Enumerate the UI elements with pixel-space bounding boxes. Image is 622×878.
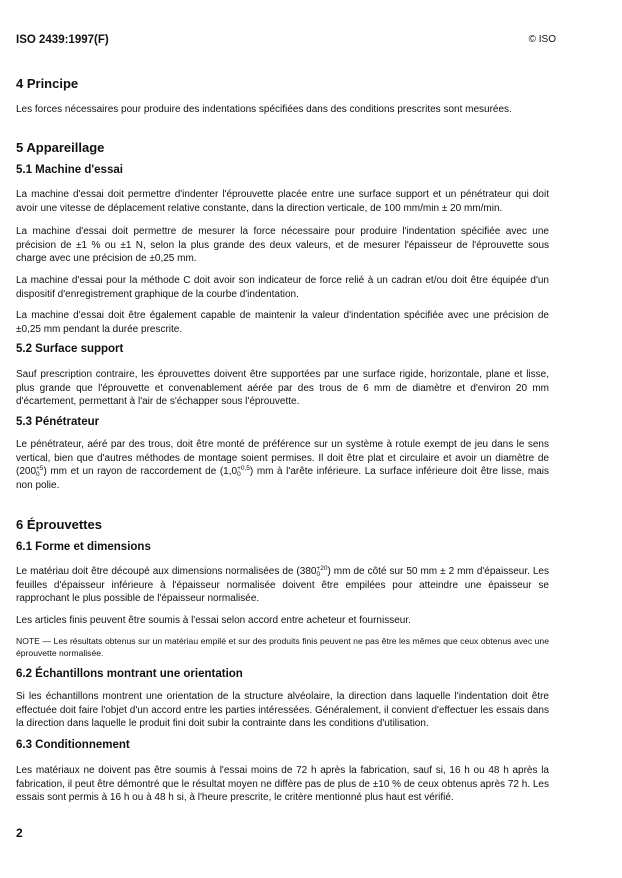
section-6-2-heading: 6.2 Échantillons montrant une orientation [16,668,243,680]
section-4-paragraph: Les forces nécessaires pour produire des indentations spécifiées dans des conditions prescrites sont mesurées. [16,104,512,115]
section-4-heading: 4 Principe [16,76,79,91]
section-6-1-note: NOTE — Les résultats obtenus sur un matériau empilé et sur des produits finis peuvent ne pas être les mêmes que ceux obtenus avec une éprouvette normalisée. [16,636,549,658]
section-5-2-heading: 5.2 Surface support [16,343,124,355]
section-5-1-heading: 5.1 Machine d'essai [16,164,123,176]
section-5-1-paragraph-1: La machine d'essai doit permettre d'indenter l'éprouvette placée entre une surface support et un pénétrateur qui doit avoir une vitesse de déplacement relative constante, dans la direction verticale, de 100 mm/min ± 20 mm/min. [16,189,549,214]
section-5-1-paragraph-4: La machine d'essai doit être également capable de maintenir la valeur d'indentation spécifiée avec une précision de ±0,25 mm pendant la durée prescrite. [16,310,549,335]
section-6-1-paragraph-1 [16,565,549,606]
text-fragment: ) mm à l'arête inférieure. La surface inférieure doit être lisse, mais non polie. [16,466,549,492]
page-number: 2 [16,826,23,840]
header-copyright: © ISO [528,34,556,45]
header-standard-id: ISO 2439:1997(F) [16,34,109,46]
text-fragment: Le matériau doit être découpé aux dimensions normalisées de (380 [16,566,317,577]
section-5-2-paragraph: Sauf prescription contraire, les éprouvettes doivent être supportées par une surface rigide, horizontale, plane et lisse, plus grande que l'éprouvette et convenablement aérée par des trous de 6 mm de diamètre et d'environ 20 mm d'écartement, permettant à l'air de s'échapper sous l'éprouvette. [16,369,549,408]
text-fragment: ) mm de côté sur 50 mm ± 2 mm d'épaisseur. Les feuilles d'épaisseur inférieure à l'épaisseur normalisée doivent être empilées pour atteindre une épaisseur se rapprochant le plus possible de l'épaisseur normalisée. [16,566,549,605]
tolerance-notation: +5 0 [36,464,44,479]
text-fragment: Le pénétrateur, aéré par des trous, doit être monté de préférence sur un système à rotule exempt de jeu dans le sens vertical, bien que d'autres méthodes de montage soient permises. Il doit être plat et circulaire et avoir un diamètre de (200 [16,439,549,478]
section-6-1-heading: 6.1 Forme et dimensions [16,541,151,553]
section-5-1-paragraph-2: La machine d'essai doit permettre de mesurer la force nécessaire pour produire l'indentation spécifiée avec une précision de ±1 % ou ±1 N, selon la plus grande des deux valeurs, et de mesurer l'épaisseur de l'éprouvette sous charge avec une précision de ±0,25 mm. [16,226,549,265]
section-6-3-heading: 6.3 Conditionnement [16,739,130,751]
section-6-heading: 6 Éprouvettes [16,517,102,532]
section-6-2-paragraph: Si les échantillons montrent une orientation de la structure alvéolaire, la direction dans laquelle l'indentation doit être effectuée doit faire l'objet d'un accord entre les parties intéressées. Généralement, il convient d'effectuer les essais dans la direction dans laquelle le produit fini doit subir la contrainte dans les conditions d'utilisation. [16,691,549,730]
section-5-3-paragraph [16,438,549,493]
tolerance-notation: +0,5 0 [237,464,250,479]
section-6-1-paragraph-2: Les articles finis peuvent être soumis à l'essai selon accord entre acheteur et fournisseur. [16,615,411,626]
section-5-heading: 5 Appareillage [16,140,105,155]
section-5-1-paragraph-3: La machine d'essai pour la méthode C doit avoir son indicateur de force relié à un cadran et/ou doit être équipée d'un dispositif d'enregistrement graphique de la courbe d'indentation. [16,275,549,300]
section-5-3-heading: 5.3 Pénétrateur [16,416,100,428]
tolerance-notation: +20 0 [316,564,328,578]
section-6-3-paragraph: Les matériaux ne doivent pas être soumis à l'essai moins de 72 h après la fabrication, sauf si, 16 h ou 48 h après la fabrication, il peut être démontré que le résultat moyen ne diffère pas de plus de ±10 % de ceux obtenus après 72 h. Les essais sont permis à 16 h ou à 48 h si, à l'heure prescrite, le critère mentionné plus haut est vérifié. [16,765,549,804]
text-fragment: ) mm et un rayon de raccordement de (1,0 [43,466,238,478]
